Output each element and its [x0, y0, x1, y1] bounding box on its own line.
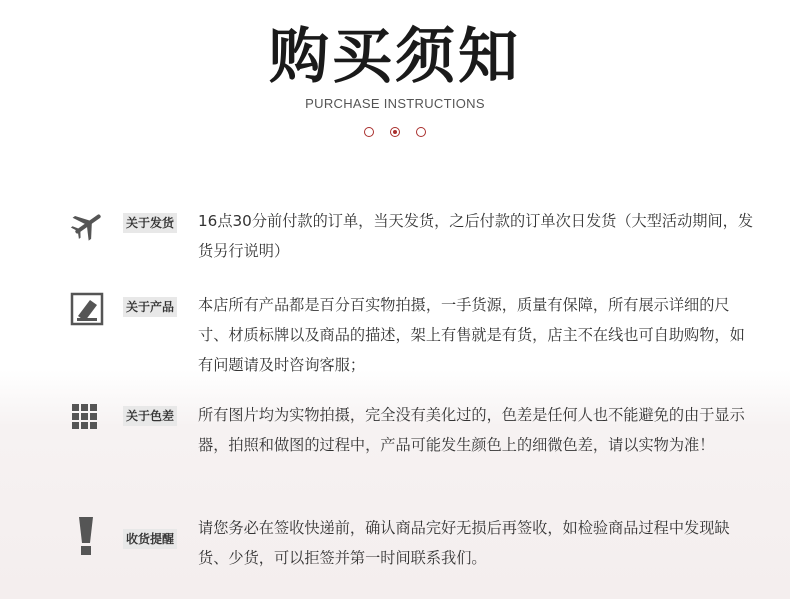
section-tag: 关于色差 — [123, 406, 177, 426]
section-tag: 关于产品 — [123, 297, 177, 317]
section-tag: 收货提醒 — [123, 529, 177, 549]
dot-indicator — [416, 127, 426, 137]
section-text: 请您务必在签收快递前，确认商品完好无损后再签收，如检验商品过程中发现缺货、少货，可以拒签并第一时间联系我们。 — [198, 519, 730, 567]
section-text: 本店所有产品都是百分百实物拍摄，一手货源，质量有保障，所有展示详细的尺寸、材质标牌以及商品的描述，架上有售就是有货，店主不在线也可自助购物，如有问题请及时咨询客服； — [198, 296, 745, 374]
product-box-icon — [70, 292, 106, 328]
page-title: 购买须知 — [269, 22, 521, 92]
section-tag: 关于发货 — [123, 213, 177, 233]
page-subtitle: PURCHASE INSTRUCTIONS — [305, 96, 485, 111]
section-text: 16点30分前付款的订单，当天发货，之后付款的订单次日发货（大型活动期间，发货另行说明） — [198, 212, 754, 260]
pagination-dots — [0, 127, 790, 137]
color-grid-icon — [70, 402, 106, 438]
exclamation-icon — [70, 515, 106, 551]
section-text: 所有图片均为实物拍摄，完全没有美化过的，色差是任何人也不能避免的由于显示器，拍照和做图的过程中，产品可能发生颜色上的细微色差，请以实物为准！ — [198, 406, 745, 454]
dot-indicator — [364, 127, 374, 137]
dot-indicator-active — [390, 127, 400, 137]
airplane-icon — [70, 206, 106, 242]
